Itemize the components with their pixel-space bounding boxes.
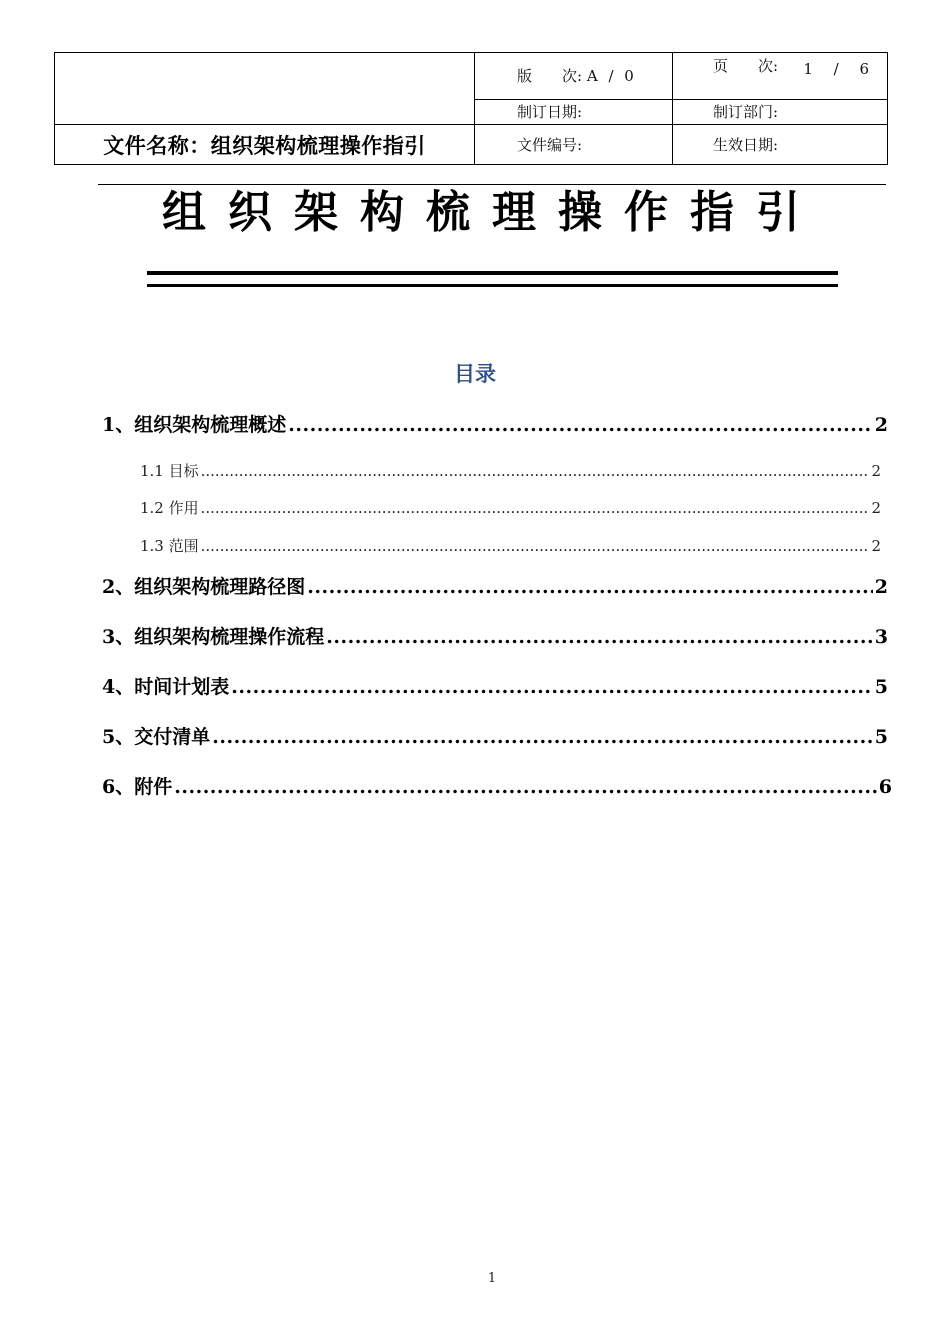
- version-value: A / 0: [586, 67, 637, 85]
- toc-entry[interactable]: [140, 497, 881, 518]
- toc-entry-page: 2: [871, 499, 881, 517]
- effective-date-label: 生效日期:: [713, 135, 779, 154]
- toc-entry[interactable]: [102, 410, 888, 437]
- toc-entry-text: 1、组织架构梳理概述: [102, 414, 287, 436]
- title-double-rule-thin: [147, 284, 838, 287]
- toc-entry-text: 1.1 目标: [140, 462, 199, 480]
- toc-entry[interactable]: [102, 572, 888, 599]
- toc-entry-page: 2: [874, 414, 888, 436]
- toc-entry[interactable]: [102, 622, 888, 649]
- toc-leader-dots: [288, 414, 873, 436]
- title-double-rule-thick: [147, 271, 838, 275]
- toc-entry-text: 1.2 作用: [140, 499, 199, 517]
- toc-leader-dots: [201, 462, 870, 480]
- toc-entry-page: 2: [871, 537, 881, 555]
- logo-cell: [55, 53, 475, 125]
- title-top-rule: [98, 184, 886, 185]
- toc-entry-page: 6: [878, 776, 892, 798]
- version-label: 版 次:: [517, 67, 583, 85]
- toc-leader-dots: [212, 726, 873, 748]
- page-value: 1 / 6: [803, 60, 877, 78]
- toc-entry[interactable]: [140, 460, 881, 481]
- toc-entry[interactable]: [140, 535, 881, 556]
- page-label: 页 次:: [713, 57, 779, 75]
- revise-date-cell: [475, 100, 673, 125]
- toc-leader-dots: [231, 676, 873, 698]
- toc-entry-text: 6、附件: [102, 776, 173, 798]
- doc-name-cell: [55, 125, 475, 165]
- doc-no-label: 文件编号:: [517, 135, 583, 154]
- toc-entry-page: 3: [874, 626, 888, 648]
- toc-leader-dots: [174, 776, 877, 798]
- doc-name: 文件名称：组织架构梳理操作指引: [103, 132, 426, 158]
- toc-entry[interactable]: [102, 722, 888, 749]
- effective-date-cell: [673, 125, 888, 165]
- toc-leader-dots: [326, 626, 873, 648]
- version-cell: [475, 53, 673, 100]
- toc-entry-page: 2: [871, 462, 881, 480]
- toc-entry-page: 5: [874, 676, 888, 698]
- toc-entry-page: 2: [874, 576, 888, 598]
- toc-entry-text: 4、时间计划表: [102, 676, 230, 698]
- toc-heading: 目录: [454, 362, 496, 386]
- toc-entry-text: 2、组织架构梳理路径图: [102, 576, 306, 598]
- toc-leader-dots: [201, 499, 870, 517]
- page-title: 组织架构梳理操作指引: [162, 187, 822, 238]
- revise-dept-label: 制订部门:: [713, 103, 779, 121]
- document-header-table: [54, 52, 888, 165]
- revise-date-label: 制订日期:: [517, 103, 583, 121]
- page-cell: [673, 53, 888, 100]
- toc-entry[interactable]: [102, 672, 888, 699]
- toc-entry-text: 1.3 范围: [140, 537, 199, 555]
- toc-leader-dots: [201, 537, 870, 555]
- revise-dept-cell: [673, 100, 888, 125]
- toc-leader-dots: [307, 576, 873, 598]
- toc-entry-page: 5: [874, 726, 888, 748]
- toc-entry-text: 3、组织架构梳理操作流程: [102, 626, 325, 648]
- doc-no-cell: [475, 125, 673, 165]
- toc-entry-text: 5、交付清单: [102, 726, 211, 748]
- toc-entry[interactable]: [102, 772, 892, 799]
- page-number: 1: [487, 1271, 497, 1286]
